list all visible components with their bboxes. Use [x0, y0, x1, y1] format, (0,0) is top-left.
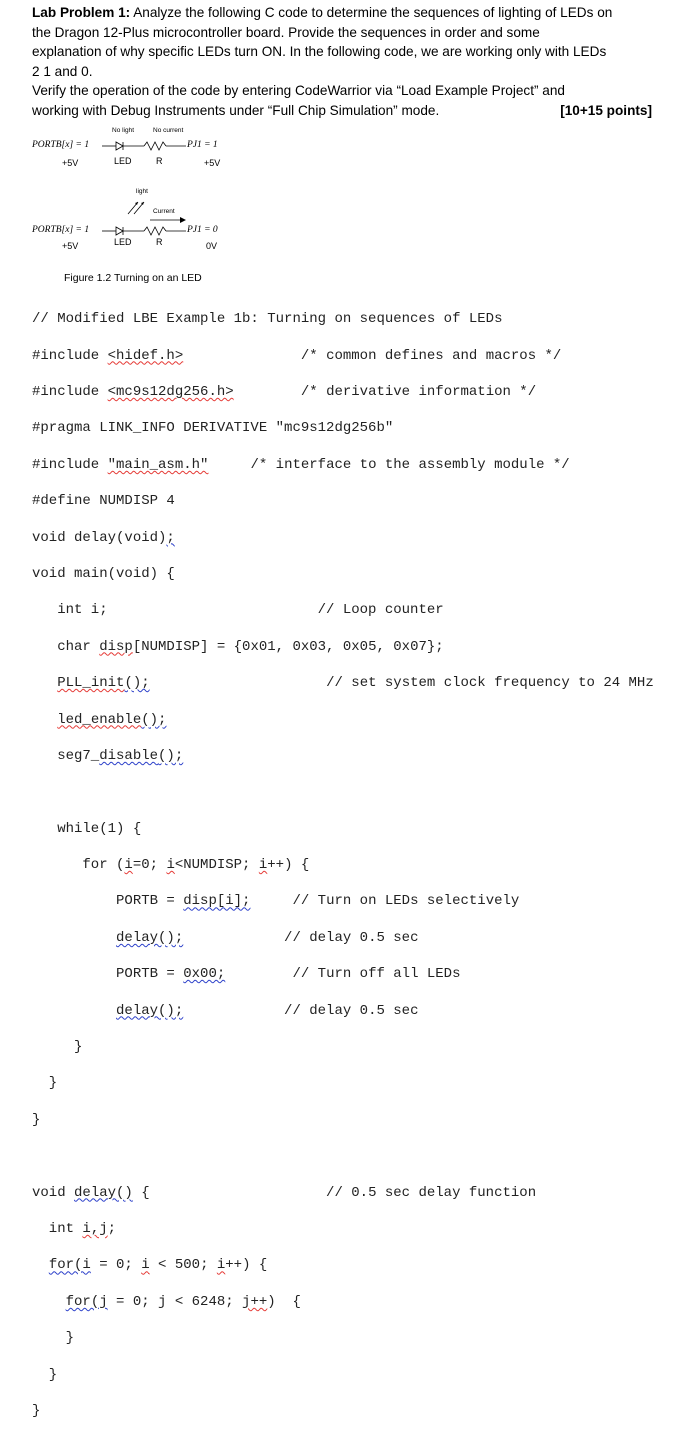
led-bottom-label: LED: [114, 237, 132, 247]
no-current-label: No current: [153, 127, 184, 134]
code-line: seg7_disable();: [32, 747, 184, 764]
current-label: Current: [153, 208, 175, 215]
code-line: int i,j;: [32, 1220, 117, 1237]
problem-line-5: Verify the operation of the code by entering CodeWarrior via “Load Example Project” and: [32, 83, 565, 99]
led-top-label: LED: [114, 156, 132, 166]
no-light-label: No light: [112, 127, 135, 134]
problem-statement: [32, 3, 662, 121]
code-line: void delay() { // 0.5 sec delay function: [32, 1184, 537, 1201]
resistor-icon: [144, 142, 166, 150]
code-line: // Modified LBE Example 1b: Turning on sequences of LEDs: [32, 311, 503, 328]
code-line: #include "main_asm.h" /* interface to the assembly module */: [32, 456, 570, 473]
portb-top-label: PORTB[x] = 1: [32, 140, 90, 150]
code-line: }: [32, 1366, 58, 1383]
code-line: #pragma LINK_INFO DERIVATIVE "mc9s12dg256b": [32, 420, 394, 437]
problem-line-4: 2 1 and 0.: [32, 63, 93, 79]
light-rays-icon: [122, 196, 152, 218]
code-line: PORTB = disp[i]; // Turn on LEDs selectively: [32, 893, 520, 910]
code-line: }: [32, 1111, 41, 1128]
code-line: char disp[NUMDISP] = {0x01, 0x03, 0x05, 0x07};: [32, 638, 444, 655]
code-line: [32, 1147, 654, 1165]
portb-bottom-label: PORTB[x] = 1: [32, 225, 90, 235]
led-circuit-figure: [32, 122, 352, 292]
code-listing: [32, 292, 654, 1438]
code-line: PLL_init(); // set system clock frequency to 24 MHz: [57, 675, 654, 692]
v-right-top: +5V: [204, 158, 221, 168]
problem-line-3: explanation of why specific LEDs turn ON. In the following code, we are working only with LEDs: [32, 44, 607, 60]
code-line: }: [32, 1075, 58, 1092]
light-label: light: [136, 188, 148, 195]
problem-line-1: Lab Problem 1: Analyze the following C code to determine the sequences of lighting of LEDs on: [32, 5, 613, 20]
r-top-label: R: [156, 156, 163, 166]
code-line: PORTB = 0x00; // Turn off all LEDs: [32, 966, 461, 983]
code-line: void delay(void);: [32, 529, 175, 546]
pj1-top-label: PJ1 = 1: [187, 140, 218, 150]
code-line: #define NUMDISP 4: [32, 493, 175, 510]
problem-line-6: working with Debug Instruments under “Full Chip Simulation” mode. [10+15 points]: [32, 101, 662, 121]
code-line: int i; // Loop counter: [32, 602, 444, 619]
code-line: for (i=0; i<NUMDISP; i++) {: [32, 857, 310, 874]
diode-icon: [116, 142, 123, 150]
points-label: [10+15 points]: [560, 102, 652, 118]
code-line: }: [32, 1402, 41, 1419]
code-line: [32, 783, 654, 801]
v-left-top: +5V: [62, 158, 79, 168]
v-right-bottom: 0V: [206, 241, 218, 251]
r-bottom-label: R: [156, 237, 163, 247]
code-line: }: [32, 1039, 83, 1056]
code-line: for(i = 0; i < 500; i++) {: [48, 1257, 268, 1274]
code-line: delay(); // delay 0.5 sec: [116, 929, 419, 946]
problem-line-2: the Dragon 12-Plus microcontroller board. Provide the sequences in order and some: [32, 24, 540, 40]
resistor-icon: [144, 227, 166, 235]
code-line: }: [32, 1330, 75, 1347]
code-line: #include <hidef.h> /* common defines and macros */: [32, 347, 562, 364]
code-line: led_enable();: [57, 711, 167, 728]
pj1-bottom-label: PJ1 = 0: [187, 225, 218, 235]
problem-heading: Lab Problem 1:: [32, 5, 131, 20]
code-line: #include <mc9s12dg256.h> /* derivative information */: [32, 383, 537, 400]
code-line: void main(void) {: [32, 565, 175, 582]
figure-caption: Figure 1.2 Turning on an LED: [64, 272, 202, 284]
code-line: for(j = 0; j < 6248; j++) {: [65, 1293, 301, 1310]
diode-icon: [116, 227, 123, 235]
code-line: while(1) {: [32, 820, 142, 837]
code-line: delay(); // delay 0.5 sec: [116, 1002, 419, 1019]
v-left-bottom: +5V: [62, 241, 79, 251]
